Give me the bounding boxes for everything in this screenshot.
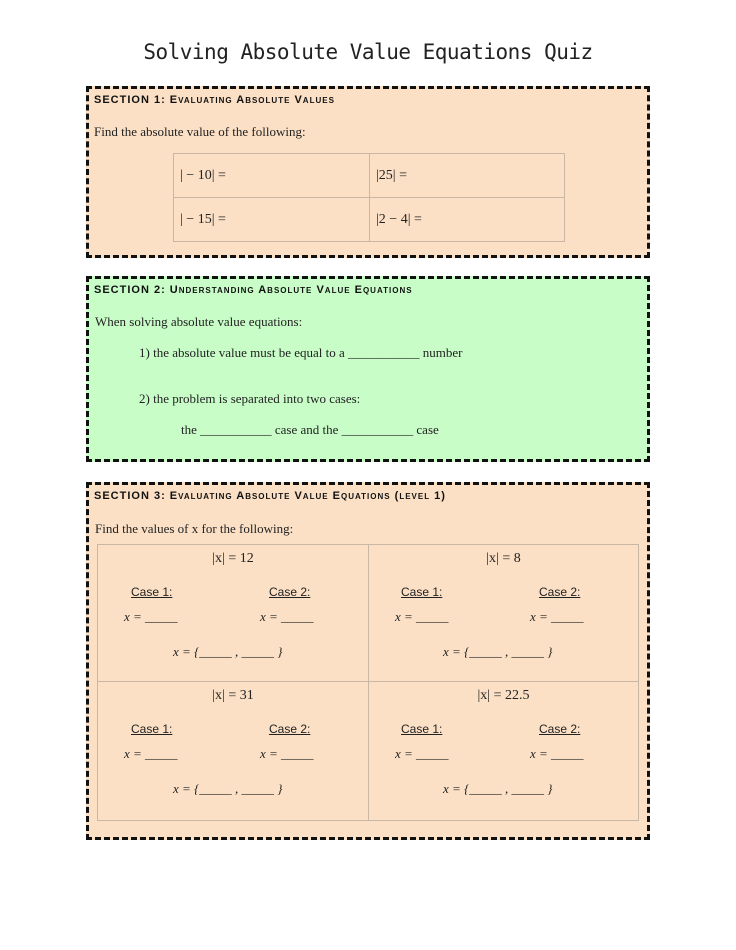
problem-cell xyxy=(368,681,639,821)
section-3-instruction: Find the values of x for the following: xyxy=(95,521,294,536)
page-title: Solving Absolute Value Equations Quiz xyxy=(143,40,593,64)
section-2 xyxy=(86,276,650,462)
problem-equation: |x| = 8 xyxy=(486,551,521,566)
table-cell[interactable]: |25| = xyxy=(370,154,565,198)
section-1 xyxy=(86,86,650,258)
solution-set-blank[interactable]: x = {_____ , _____ } xyxy=(443,781,553,796)
section-2-item-1[interactable]: 1) the absolute value must be equal to a ___________ number xyxy=(139,345,463,360)
solution-set-blank[interactable]: x = {_____ , _____ } xyxy=(173,644,283,659)
case-1-label: Case 1: xyxy=(131,722,173,736)
section-2-intro: When solving absolute value equations: xyxy=(95,314,303,329)
case-1-answer-blank[interactable]: x = _____ xyxy=(124,746,178,761)
case-1-answer-blank[interactable]: x = _____ xyxy=(395,609,449,624)
case-2-label: Case 2: xyxy=(269,585,311,599)
section-3 xyxy=(86,482,650,840)
problem-cell xyxy=(368,544,639,682)
problem-equation: |x| = 31 xyxy=(212,688,254,703)
solution-set-blank[interactable]: x = {_____ , _____ } xyxy=(443,644,553,659)
section-1-heading: SECTION 1: Evaluating Absolute Values xyxy=(94,94,335,106)
case-2-answer-blank[interactable]: x = _____ xyxy=(530,609,584,624)
case-2-label: Case 2: xyxy=(269,722,311,736)
table-cell[interactable]: | − 15| = xyxy=(174,198,370,242)
problem-cell xyxy=(97,544,369,682)
problem-equation: |x| = 12 xyxy=(212,551,254,566)
case-1-label: Case 1: xyxy=(401,585,443,599)
case-2-answer-blank[interactable]: x = _____ xyxy=(530,746,584,761)
section-2-cases-line[interactable]: the ___________ case and the ___________ case xyxy=(181,422,439,437)
section-1-instruction: Find the absolute value of the following: xyxy=(94,124,306,139)
case-1-answer-blank[interactable]: x = _____ xyxy=(124,609,178,624)
case-2-label: Case 2: xyxy=(539,585,581,599)
case-1-answer-blank[interactable]: x = _____ xyxy=(395,746,449,761)
case-2-answer-blank[interactable]: x = _____ xyxy=(260,746,314,761)
table-row xyxy=(174,154,565,198)
table-row xyxy=(174,198,565,242)
absolute-value-table xyxy=(173,153,565,242)
solution-set-blank[interactable]: x = {_____ , _____ } xyxy=(173,781,283,796)
problem-equation: |x| = 22.5 xyxy=(477,688,530,703)
table-cell[interactable]: |2 − 4| = xyxy=(370,198,565,242)
section-2-item-2: 2) the problem is separated into two cases: xyxy=(139,391,361,406)
case-2-label: Case 2: xyxy=(539,722,581,736)
table-cell[interactable]: | − 10| = xyxy=(174,154,370,198)
section-2-heading: SECTION 2: Understanding Absolute Value Equations xyxy=(94,284,413,296)
case-2-answer-blank[interactable]: x = _____ xyxy=(260,609,314,624)
case-1-label: Case 1: xyxy=(401,722,443,736)
problem-cell xyxy=(97,681,369,821)
case-1-label: Case 1: xyxy=(131,585,173,599)
section-3-heading: SECTION 3: Evaluating Absolute Value Equations (level 1) xyxy=(94,490,446,502)
